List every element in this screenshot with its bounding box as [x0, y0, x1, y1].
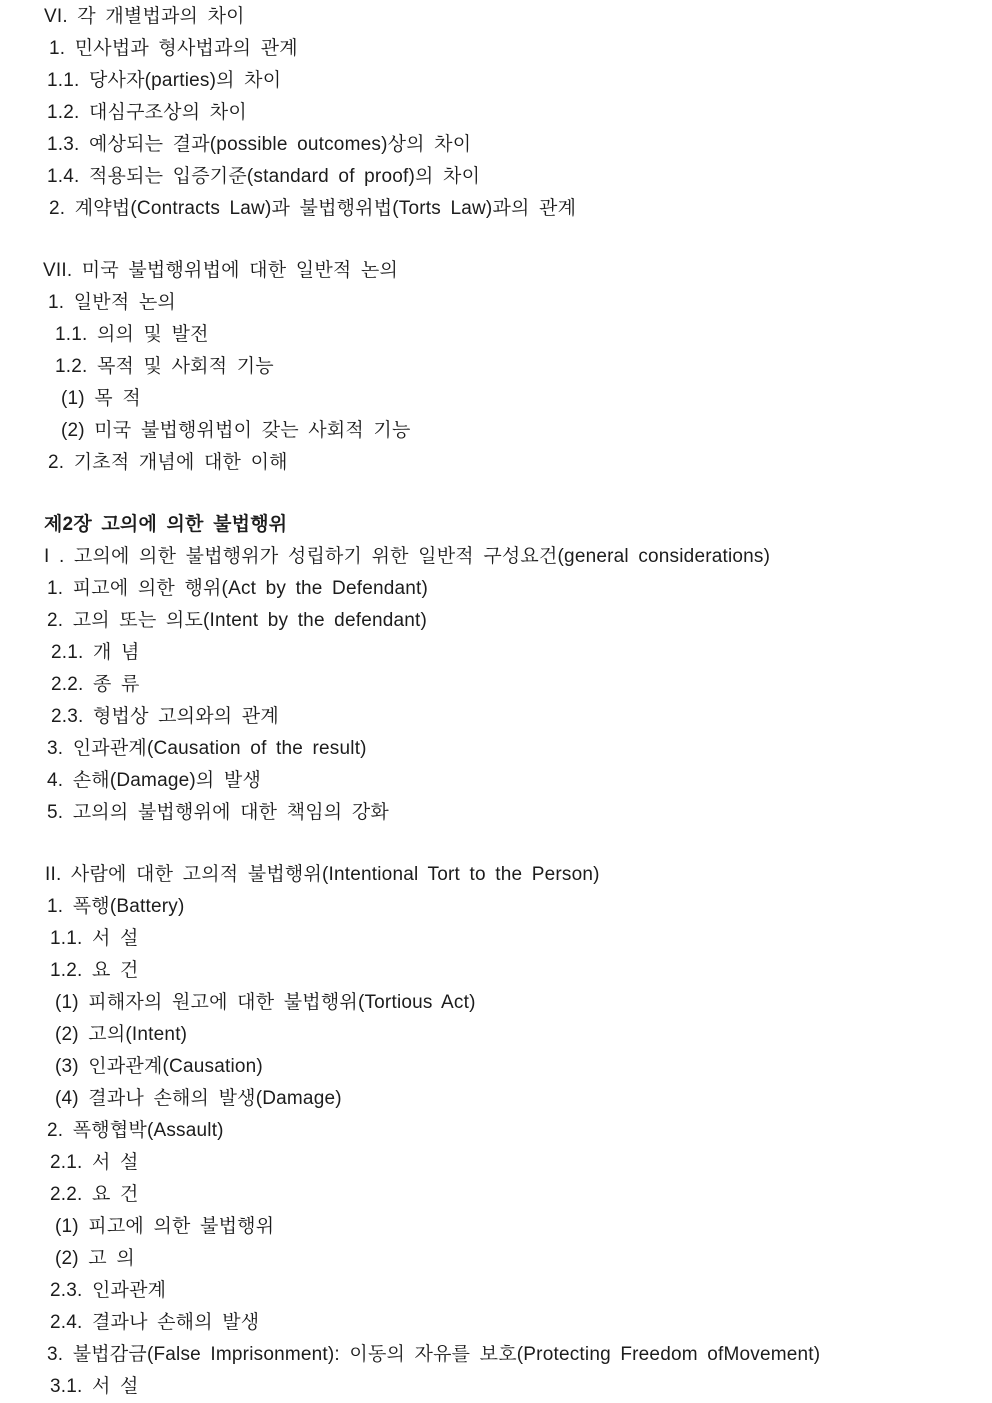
- toc-item: 3. 불법감금(False Imprisonment): 이동의 자유를 보호(Protecting Freedom ofMovement): [47, 1344, 821, 1365]
- toc-item: 1. 일반적 논의: [48, 292, 176, 313]
- toc-item: 5. 고의의 불법행위에 대한 책임의 강화: [47, 802, 389, 823]
- toc-item: 1.1. 의의 및 발전: [55, 324, 209, 345]
- toc-item: (1) 목 적: [61, 388, 141, 409]
- toc-item: 1.1. 서 설: [50, 928, 139, 949]
- toc-item: 2.1. 서 설: [50, 1152, 139, 1173]
- toc-item: 1.4. 적용되는 입증기준(standard of proof)의 차이: [47, 166, 481, 187]
- toc-item: 3.1. 서 설: [50, 1376, 139, 1397]
- chapter-2: [0, 509, 992, 829]
- toc-item: (2) 고의(Intent): [55, 1024, 188, 1045]
- section-vii: [0, 255, 992, 479]
- toc-item: 2.2. 종 류: [51, 674, 140, 695]
- toc-item: (2) 고 의: [55, 1248, 135, 1269]
- toc-item: 2. 고의 또는 의도(Intent by the defendant): [47, 610, 428, 631]
- toc-item: 1.2. 요 건: [50, 960, 139, 981]
- toc-item: 1.1. 당사자(parties)의 차이: [47, 70, 282, 91]
- toc-item: 2.4. 결과나 손해의 발생: [50, 1312, 260, 1333]
- section-heading: VI. 각 개별법과의 차이: [44, 6, 245, 27]
- section-vi: [0, 1, 992, 225]
- toc-item: 1. 민사법과 형사법과의 관계: [49, 38, 298, 59]
- toc-item: 3. 인과관계(Causation of the result): [47, 738, 367, 759]
- toc-document: [0, 1, 992, 1403]
- toc-item: 1. 피고에 의한 행위(Act by the Defendant): [47, 578, 429, 599]
- section-heading: II. 사람에 대한 고의적 불법행위(Intentional Tort to the Person): [45, 864, 600, 885]
- toc-item: 2.3. 형법상 고의와의 관계: [51, 706, 279, 727]
- toc-item: (4) 결과나 손해의 발생(Damage): [55, 1088, 342, 1109]
- toc-item: (1) 피해자의 원고에 대한 불법행위(Tortious Act): [55, 992, 476, 1013]
- toc-item: I . 고의에 의한 불법행위가 성립하기 위한 일반적 구성요건(general considerations): [44, 546, 771, 567]
- toc-item: 2. 폭행협박(Assault): [47, 1120, 224, 1141]
- toc-item: 1.3. 예상되는 결과(possible outcomes)상의 차이: [47, 134, 472, 155]
- toc-item: (2) 미국 불법행위법이 갖는 사회적 기능: [61, 420, 411, 441]
- toc-item: 2. 기초적 개념에 대한 이해: [48, 452, 288, 473]
- section-heading: VII. 미국 불법행위법에 대한 일반적 논의: [43, 260, 399, 281]
- section-heading: 제2장 고의에 의한 불법행위: [44, 514, 288, 535]
- toc-item: 2.1. 개 념: [51, 642, 140, 663]
- toc-item: 1. 폭행(Battery): [47, 896, 185, 917]
- toc-item: (3) 인과관계(Causation): [55, 1056, 263, 1077]
- toc-item: (1) 피고에 의한 불법행위: [55, 1216, 275, 1237]
- toc-item: 1.2. 목적 및 사회적 기능: [55, 356, 274, 377]
- section-ii: [0, 859, 992, 1403]
- toc-item: 2.2. 요 건: [50, 1184, 139, 1205]
- toc-item: 2. 계약법(Contracts Law)과 불법행위법(Torts Law)과의 관계: [49, 198, 577, 219]
- toc-item: 4. 손해(Damage)의 발생: [47, 770, 262, 791]
- toc-item: 1.2. 대심구조상의 차이: [47, 102, 247, 123]
- toc-item: 2.3. 인과관계: [50, 1280, 167, 1301]
